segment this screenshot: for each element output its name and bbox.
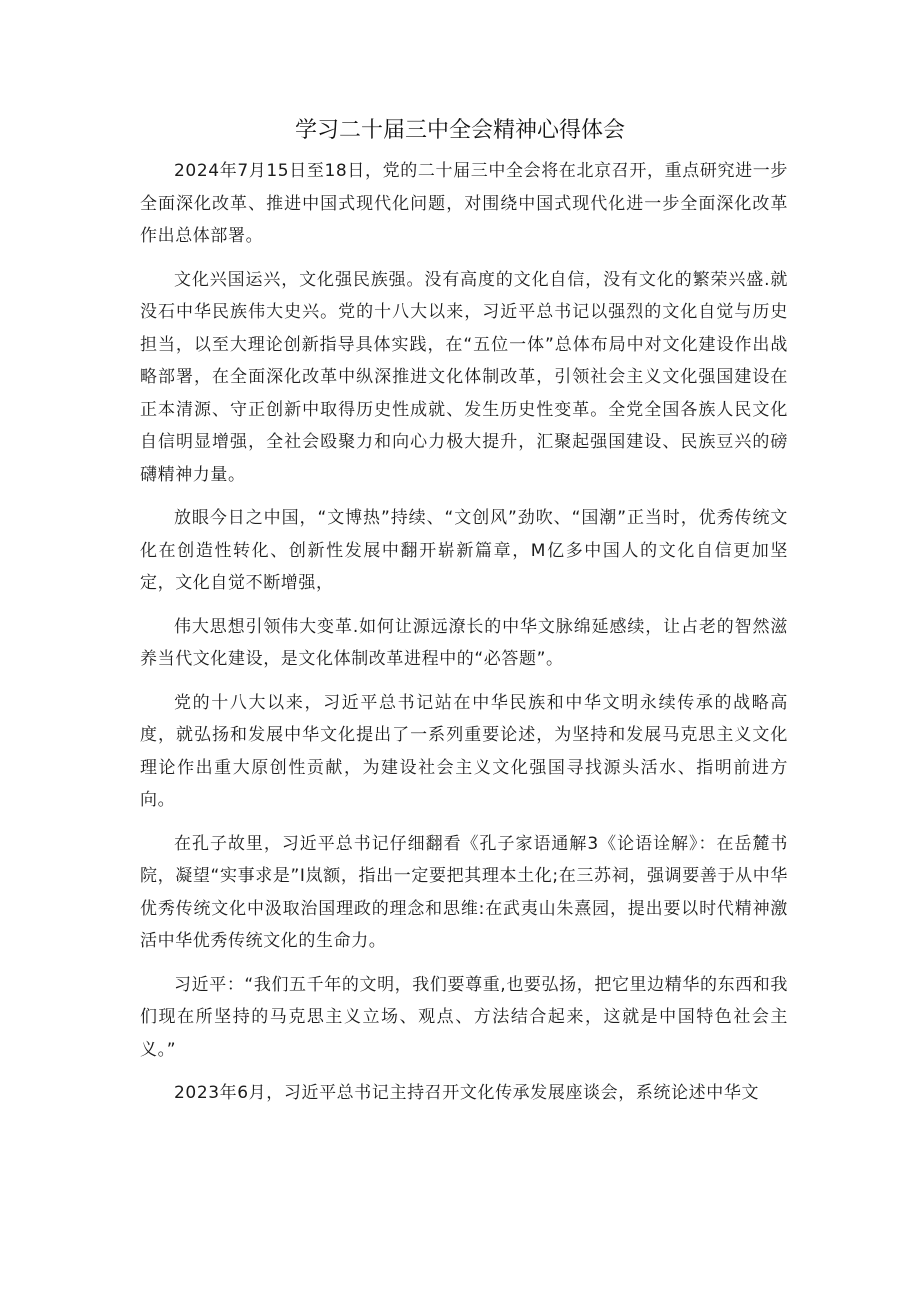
paragraph-6: 在孔子故里，习近平总书记仔细翻看《孔子家语通解3《论语诠解》：在岳麓书院，凝望“实事求是”I岚额，指出一定要把其理本土化;在三苏祠，强调要善于从中华优秀传统文化中汲取治国理政的理念和思维:在武夷山朱熹园，提出要以时代精神激活中华优秀传统文化的生命力。 [140, 833, 788, 951]
paragraph-2: 文化兴国运兴，文化强民族强。没有高度的文化自信，没有文化的繁荣兴盛.就没石中华民族伟大史兴。党的十八大以来，习近平总书记以强烈的文化自觉与历史担当，以至大理论创新指导具体实践，在“五位一体”总体布局中对文化建设作出战略部署，在全面深化改革中纵深推进文化体制改革，引领社会主义文化强国建设在正本清源、守正创新中取得历史性成就、发生历史性变革。全党全国各族人民文化自信明显增强，全社会殴聚力和向心力极大提升，汇聚起强国建设、民族豆兴的磅礴精神力量。 [140, 269, 788, 485]
document-body [140, 155, 788, 1121]
paragraph-4: 伟大思想引领伟大变革.如何让源远潦长的中华文脉绵延感续，让占老的智然滋养当代文化建设，是文化体制改革进程中的“必答题”。 [140, 616, 788, 669]
paragraph-8: 2023年6月，习近平总书记主持召开文化传承发展座谈会，系统论述中华文 [174, 1083, 760, 1103]
paragraph-7: 习近平：“我们五千年的文明，我们要尊重,也要弘扬，把它里边精华的东西和我们现在所坚持的马克思主义立场、观点、方法结合起来，这就是中国特色社会主义。” [140, 974, 788, 1060]
paragraph-1: 2024年7月15日至18日，党的二十届三中全会将在北京召开，重点研究进一步全面深化改革、推进中国式现代化问题，对围绕中国式现代化进一步全面深化改革作出总体部署。 [140, 161, 788, 246]
document-title: 学习二十届三中全会精神心得体会 [294, 118, 625, 143]
paragraph-5: 党的十八大以来，习近平总书记站在中华民族和中华文明永续传承的战略高度，就弘扬和发展中华文化提出了一系列重要论述，为坚持和发展马克思主义文化理论作出重大原创性贡献，为建设社会主义文化强国寻找源头活水、指明前进方向。 [140, 692, 788, 810]
paragraph-3: 放眼今日之中国，“文博热”持续、“文创风”劲吹、“国潮”正当时，优秀传统文化在创造性转化、创新性发展中翻开崭新篇章，M亿多中国人的文化自信更加坚定，文化自觉不断增强， [140, 508, 788, 593]
